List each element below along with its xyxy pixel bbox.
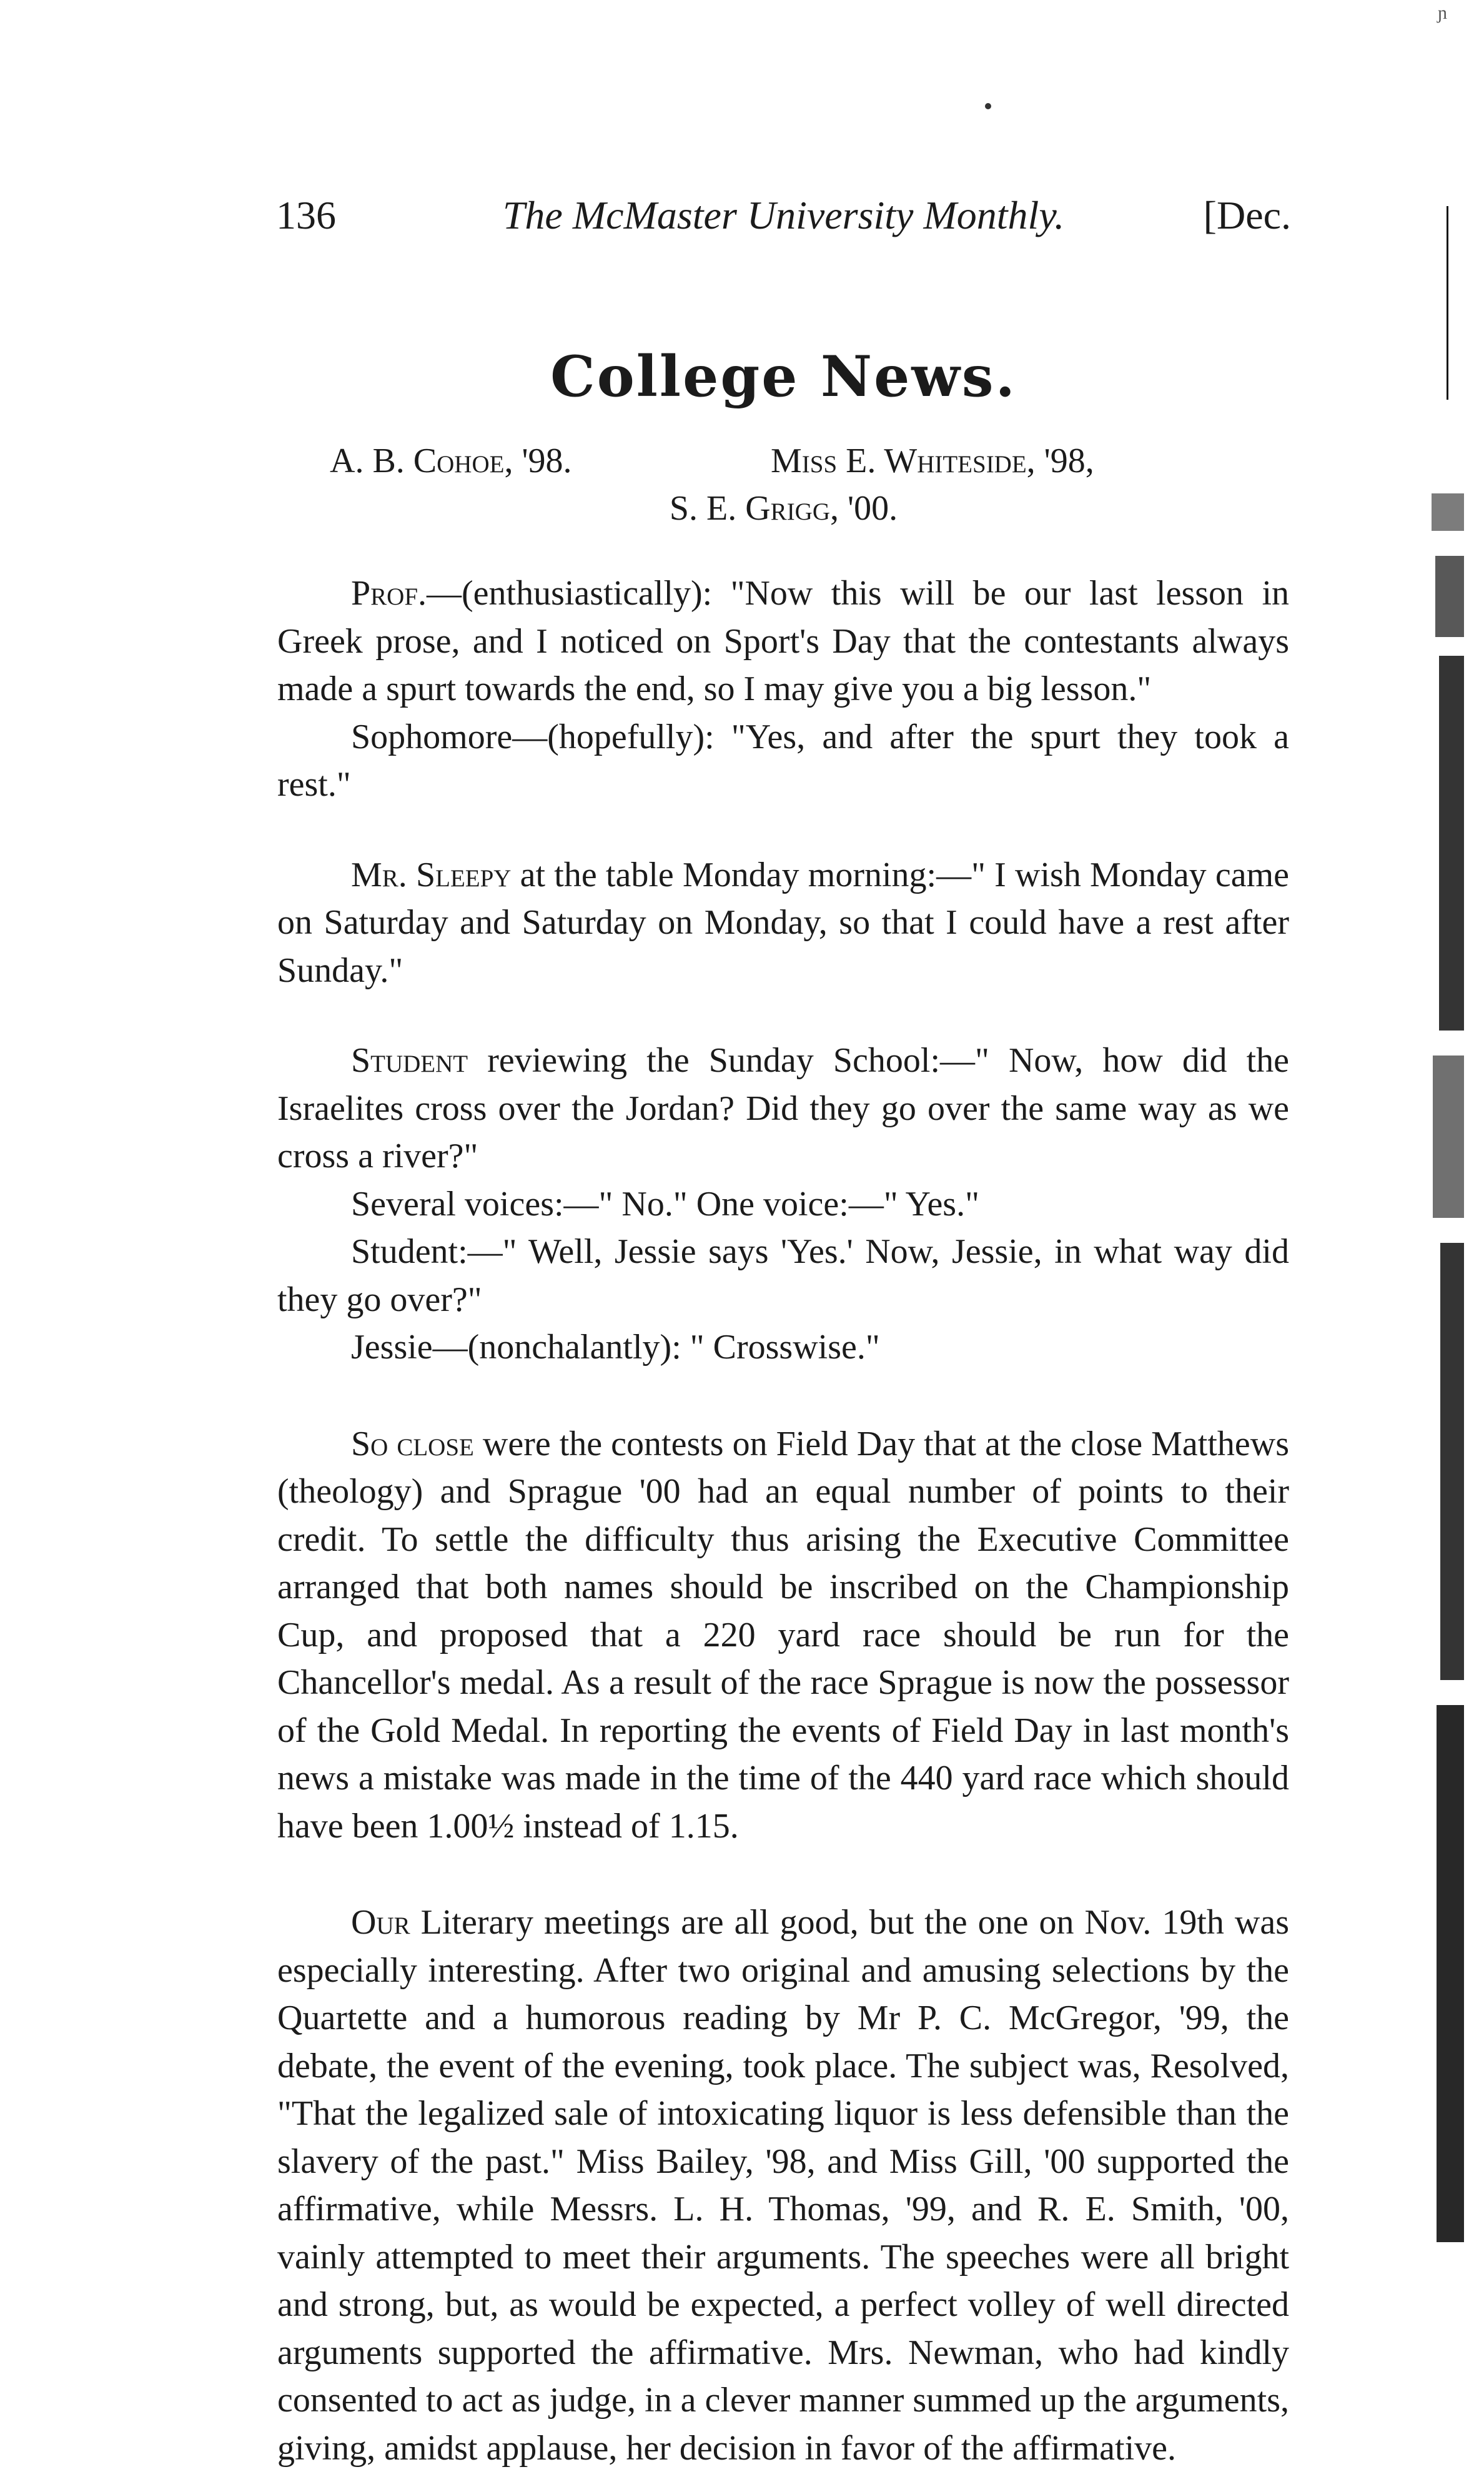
- running-head: [276, 192, 1291, 246]
- paragraph: [277, 1037, 1289, 1180]
- paragraph: [277, 1420, 1289, 1851]
- editor-name: S. E. Grigg, '00.: [669, 489, 898, 528]
- paragraph-text: Student:—" Well, Jessie says 'Yes.' Now, Jessie, in what way did they go over?": [277, 1232, 1289, 1319]
- editor-name: Miss E. Whiteside, '98,: [771, 442, 1094, 480]
- page-number: 136: [276, 193, 336, 237]
- paragraph-text: were the contests on Field Day that at the close Matthews (theology) and Sprague '00 had an equal number of points to their credit. To settle the difficulty thus arising the Executive Committee arranged that both names should be inscribed on the Championship Cup, and proposed that a 220 yard race should be run for the Chancellor's medal. As a result of the race Sprague is now the possessor of the Gold Medal. In reporting the events of Field Day in last month's news a mistake was made in the time of the 440 yard race which should have been 1.00½ instead of 1.15.: [277, 1424, 1289, 1846]
- paragraph: [277, 1899, 1289, 2472]
- lead-in: Mr. Sleepy: [351, 855, 512, 894]
- lead-in: Our: [351, 1903, 410, 1942]
- paragraph: [277, 1228, 1289, 1323]
- paragraph: [277, 570, 1289, 713]
- paragraph: [277, 1323, 1289, 1372]
- corner-mark: ɲ: [1438, 2, 1447, 23]
- paragraph: [277, 1180, 1289, 1229]
- lead-in: Student: [351, 1041, 468, 1080]
- paragraph: [277, 713, 1289, 809]
- ink-dot: [985, 103, 991, 109]
- article-body: [277, 570, 1289, 2472]
- journal-title: The McMaster University Monthly.: [502, 193, 1065, 237]
- paragraph-text: reviewing the Sunday School:—" Now, how did the Israelites cross over the Jordan? Did they go over the same way as we cross a river?": [277, 1041, 1289, 1175]
- lead-in: So close: [351, 1424, 474, 1463]
- paragraph-text: Several voices:—" No." One voice:—" Yes.": [351, 1184, 979, 1224]
- paragraph-text: —(enthusiastically): "Now this will be our last lesson in Greek prose, and I noticed on Sport's Day that the contestants always made a spurt towards the end, so I may give you a big lesson.": [277, 574, 1289, 708]
- editors-line-2: [276, 488, 1291, 528]
- paragraph: [277, 851, 1289, 995]
- editor-name: A. B. Cohoe, '98.: [330, 442, 572, 480]
- paragraph-text: Literary meetings are all good, but the one on Nov. 19th was especially interesting. After two original and amusing selections by the Quartette and a humorous reading by Mr P. C. McGregor, '99, the debate, the event of the evening, took place. The subject was, Resolved, "That the legalized sale of intoxicating liquor is less defensible than the slavery of the past." Miss Bailey, '98, and Miss Gill, '00 supported the affirmative, while Messrs. L. H. Thomas, '99, and R. E. Smith, '00, vainly attempted to meet their arguments. The speeches were all bright and strong, but, as would be expected, a perfect volley of well directed arguments supported the affirmative. Mrs. Newman, who had kindly consented to act as judge, in a clever manner summed up the arguments, giving, amidst applause, her decision in favor of the affirmative.: [277, 1903, 1289, 2468]
- scan-edge-artifact: [1428, 206, 1464, 2248]
- lead-in: Prof.: [351, 574, 427, 613]
- paragraph-text: at the table Monday morning:—" I wish Monday came on Saturday and Saturday on Monday, so that I could have a rest after Sunday.": [277, 855, 1290, 990]
- paragraph-text: Sophomore—(hopefully): "Yes, and after the spurt they took a rest.": [277, 717, 1289, 804]
- paragraph-text: Jessie—(nonchalantly): " Crosswise.": [351, 1328, 880, 1367]
- section-title: College News.: [550, 344, 1017, 410]
- issue-month: [Dec.: [1203, 193, 1291, 237]
